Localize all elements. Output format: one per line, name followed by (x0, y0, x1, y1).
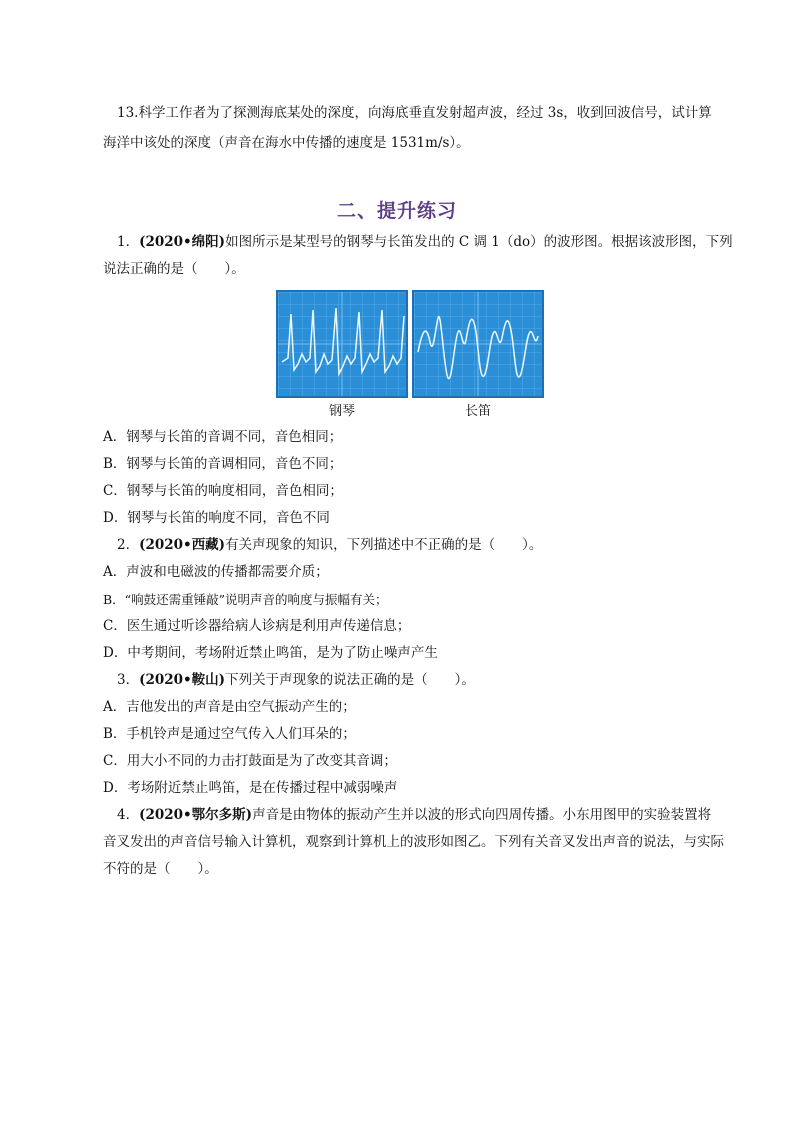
q13-line-2: 海洋中该处的深度（声音在海水中传播的速度是 1531m/s）。 (103, 135, 470, 151)
q2-source: (2020•西藏) (139, 537, 226, 553)
q3-stem (117, 667, 737, 694)
q4-stem-text: 声音是由物体的振动产生并以波的形式向四周传播。小东用图甲的实验装置将 (252, 807, 712, 823)
q2-option-b: B．“响鼓还需重锤敲”说明声音的响度与振幅有关； (103, 592, 388, 607)
q1-option-d: D．钢琴与长笛的响度不同，音色不同 (103, 510, 330, 526)
q2-stem (117, 532, 737, 559)
q2-number: 2． (117, 537, 140, 553)
q1-stem-line-2: 说法正确的是（ ）。 (103, 261, 245, 277)
q3-option-c: C．用大小不同的力击打鼓面是为了改变其音调； (103, 753, 397, 769)
q2-stem-text: 有关声现象的知识，下列描述中不正确的是（ ）。 (225, 537, 543, 553)
q4-stem-line-3: 不符的是（ ）。 (103, 861, 218, 877)
q3-source: (2020•鞍山) (139, 672, 226, 688)
q2-option-c: C．医生通过听诊器给病人诊病是利用声传递信息； (103, 618, 411, 634)
q2-option-a: A．声波和电磁波的传播都需要介质； (103, 564, 329, 580)
q3-option-b: B．手机铃声是通过空气传入人们耳朵的； (103, 726, 356, 742)
q4-source: (2020•鄂尔多斯) (139, 807, 253, 823)
q1-stem-line-1 (117, 229, 737, 256)
q4-number: 4． (117, 807, 140, 823)
piano-waveform-image (276, 290, 408, 398)
q3-stem-text: 下列关于声现象的说法正确的是（ ）。 (225, 672, 475, 688)
q2-option-d: D．中考期间，考场附近禁止鸣笛，是为了防止噪声产生 (103, 645, 438, 661)
flute-caption: 长笛 (464, 404, 491, 419)
q3-option-a: A．吉他发出的声音是由空气振动产生的； (103, 699, 356, 715)
q1-option-c: C．钢琴与长笛的响度相同，音色相同； (103, 483, 343, 499)
q13-line-1: 13.科学工作者为了探测海底某处的深度，向海底垂直发射超声波，经过 3s，收到回波信号，试计算 (117, 105, 712, 121)
flute-waveform-image (412, 290, 544, 398)
q1-option-b: B．钢琴与长笛的音调相同，音色不同； (103, 456, 343, 472)
section-title: 二、提升练习 (336, 200, 457, 222)
waveform-figure (276, 290, 544, 418)
q1-stem-text: 如图所示是某型号的钢琴与长笛发出的 C 调 1（do）的波形图。根据该波形图，下列 (225, 234, 733, 250)
q1-source: (2020•绵阳) (139, 234, 226, 250)
q4-stem-line-1 (117, 802, 737, 829)
piano-caption: 钢琴 (328, 404, 355, 419)
q3-option-d: D．考场附近禁止鸣笛，是在传播过程中减弱噪声 (103, 780, 398, 796)
q4-stem-line-2: 音叉发出的声音信号输入计算机，观察到计算机上的波形如图乙。下列有关音叉发出声音的说法，与实际 (103, 834, 724, 850)
q3-number: 3． (117, 672, 140, 688)
q1-number: 1． (117, 234, 140, 250)
q1-option-a: A．钢琴与长笛的音调不同，音色相同； (103, 429, 343, 445)
